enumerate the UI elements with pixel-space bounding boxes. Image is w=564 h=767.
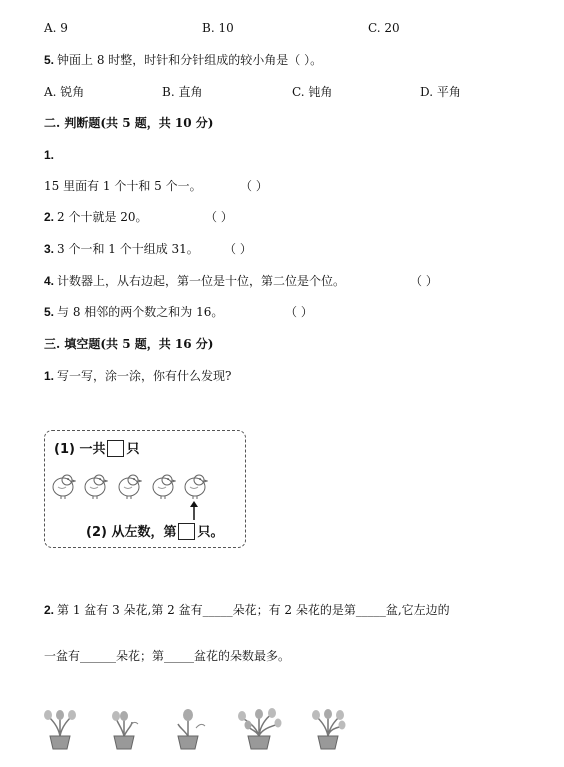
q5-option-b: B. 直角 [162,85,203,99]
q5-option-d: D. 平角 [420,85,461,99]
flower-pot-icon [168,706,208,750]
fill-1-text: 写一写，涂一涂，你有什么发现? [57,369,232,383]
section3-title: 三. 填空题(共 5 题，共 16 分) [44,337,214,351]
up-arrow-icon [188,500,200,520]
chick-icon [50,472,76,500]
judge-3-text: 3 个一和 1 个十组成 31。 [57,242,199,256]
answer-box-1[interactable] [107,440,124,457]
judge-3-number: 3. [44,242,55,256]
figure-line-2-text: (2) 从左数，第 [86,525,177,540]
flower-pot-icon [236,706,282,750]
judge-5-paren: （ ） [285,305,313,319]
answer-box-2[interactable] [178,523,195,540]
judge-3-paren: （ ） [224,242,252,256]
chick-icon [182,472,208,500]
section2-title: 二. 判断题(共 5 题，共 10 分) [44,116,214,130]
flower-pot-icon [40,706,80,750]
judge-1-number: 1. [44,148,55,162]
chick-icon [116,472,142,500]
judge-4-number: 4. [44,274,55,288]
judge-5-text: 与 8 相邻的两个数之和为 16。 [57,305,224,319]
figure-line-1-unit: 只 [126,442,140,457]
judge-2-paren: （ ） [205,210,233,224]
judge-2-number: 2. [44,210,55,224]
q5-option-c: C. 钝角 [292,85,333,99]
chick-icon [150,472,176,500]
q4-option-c: C. 20 [368,21,400,35]
q5-option-a: A. 锐角 [44,85,85,99]
figure-line-1-text: (1) 一共 [54,442,106,457]
flower-pot-icon [104,706,144,750]
fill-1-number: 1. [44,369,55,383]
figure-line-1 [54,438,139,457]
figure-line-2-unit: 只。 [197,525,224,540]
judge-4-text: 计数器上，从右边起，第一位是十位，第二位是个位。 [57,274,346,288]
judge-2-text: 2 个十就是 20。 [57,210,148,224]
fill-2-number: 2. [44,603,55,617]
figure-line-2 [86,521,223,540]
fill-2-line-1: 第 1 盆有 3 朵花,第 2 盆有_____朵花；有 2 朵花的是第_____盆,它左边的 [57,603,450,617]
chick-icon [82,472,108,500]
q4-option-a: A. 9 [44,21,68,35]
judge-4-paren: （ ） [410,274,438,288]
q4-option-b: B. 10 [202,21,234,35]
judge-5-number: 5. [44,305,55,319]
flower-pot-icon [308,706,348,750]
q5-text: 钟面上 8 时整，时针和分针组成的较小角是（ ）。 [57,53,323,67]
judge-1-text: 15 里面有 1 个十和 5 个一。 [44,179,202,193]
judge-1-paren: （ ） [240,179,268,193]
q5-number: 5. [44,53,55,67]
fill-2-line-2: 一盆有______朵花；第_____盆花的朵数最多。 [44,649,291,663]
